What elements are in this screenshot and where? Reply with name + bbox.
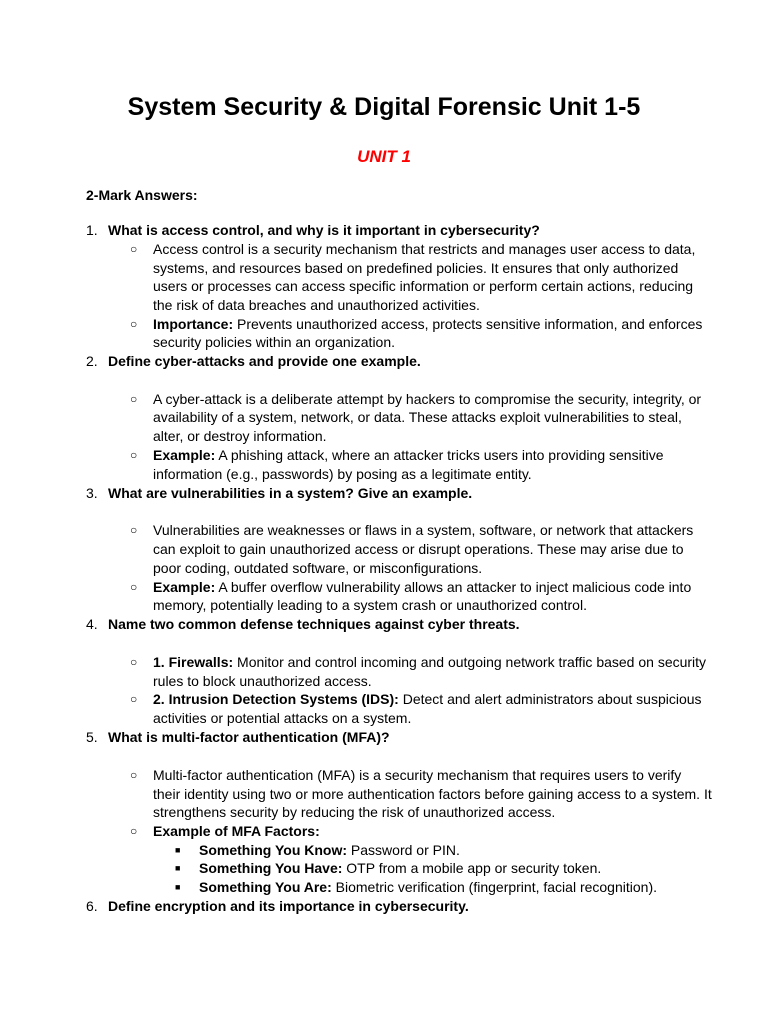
answer-line: users or processes can access specific information or perform certain actions, reducing bbox=[153, 278, 694, 294]
question-text: Define cyber-attacks and provide one example. bbox=[108, 353, 421, 369]
answer-line: security policies within an organization. bbox=[153, 334, 396, 350]
answer-line: Multi-factor authentication (MFA) is a security mechanism that requires users to verify bbox=[153, 767, 682, 783]
answer-line bbox=[153, 653, 706, 672]
bullet-icon: ○ bbox=[130, 242, 138, 256]
answer-line: systems, and resources based on predefined policies. It ensures that only authorized bbox=[153, 260, 679, 276]
sub-answer-label: Something You Are: bbox=[199, 879, 332, 895]
answer-line bbox=[153, 315, 702, 334]
answer-line bbox=[153, 446, 663, 465]
answer-label: Example: bbox=[153, 447, 216, 463]
question-number: 2. bbox=[86, 353, 98, 369]
bullet-icon: ○ bbox=[130, 317, 138, 331]
question-text: What are vulnerabilities in a system? Give an example. bbox=[108, 485, 473, 501]
answer-label: 1. Firewalls: bbox=[153, 654, 234, 670]
answer-line: memory, potentially leading to a system crash or unauthorized control. bbox=[153, 597, 587, 613]
question-number: 3. bbox=[86, 485, 98, 501]
question-text: Define encryption and its importance in cybersecurity. bbox=[108, 898, 469, 914]
question-text: What is multi-factor authentication (MFA)? bbox=[108, 729, 390, 745]
question-text: What is access control, and why is it important in cybersecurity? bbox=[108, 222, 540, 238]
answer-text: A phishing attack, where an attacker tricks users into providing sensitive bbox=[215, 447, 664, 463]
sub-answer-text: Password or PIN. bbox=[347, 842, 460, 858]
answer-line: their identity using two or more authentication factors before gaining access to a system. It bbox=[153, 786, 712, 802]
sub-answer-line bbox=[199, 841, 460, 860]
answer-label: Importance: bbox=[153, 316, 234, 332]
answer-line: the risk of data breaches and unauthorized activities. bbox=[153, 297, 480, 313]
question-number: 6. bbox=[86, 898, 98, 914]
answer-line: Access control is a security mechanism that restricts and manages user access to data, bbox=[153, 241, 696, 257]
bullet-icon: ○ bbox=[130, 448, 138, 462]
answer-line: poor coding, outdated software, or misconfigurations. bbox=[153, 560, 483, 576]
question-number: 4. bbox=[86, 616, 98, 632]
bullet-icon: ○ bbox=[130, 655, 138, 669]
square-bullet-icon: ■ bbox=[175, 845, 181, 855]
square-bullet-icon: ■ bbox=[175, 863, 181, 873]
answer-text: A buffer overflow vulnerability allows an attacker to inject malicious code into bbox=[215, 579, 692, 595]
answer-line: availability of a system, network, or data. These attacks exploit vulnerabilities to steal, bbox=[153, 409, 682, 425]
answer-line bbox=[153, 690, 702, 709]
answer-line: alter, or destroy information. bbox=[153, 428, 327, 444]
sub-answer-text: OTP from a mobile app or security token. bbox=[342, 860, 602, 876]
answer-label: 2. Intrusion Detection Systems (IDS): bbox=[153, 691, 399, 707]
answer-line: rules to block unauthorized access. bbox=[153, 673, 372, 689]
answer-label: Example of MFA Factors: bbox=[153, 823, 320, 839]
answer-text: Prevents unauthorized access, protects sensitive information, and enforces bbox=[233, 316, 703, 332]
sub-answer-text: Biometric verification (fingerprint, facial recognition). bbox=[331, 879, 657, 895]
bullet-icon: ○ bbox=[130, 824, 138, 838]
bullet-icon: ○ bbox=[130, 580, 138, 594]
bullet-icon: ○ bbox=[130, 523, 138, 537]
answer-text: Monitor and control incoming and outgoing network traffic based on security bbox=[233, 654, 707, 670]
answer-label: Example: bbox=[153, 579, 216, 595]
sub-answer-label: Something You Have: bbox=[199, 860, 343, 876]
bullet-icon: ○ bbox=[130, 692, 138, 706]
unit-heading: UNIT 1 bbox=[357, 147, 411, 166]
bullet-icon: ○ bbox=[130, 768, 138, 782]
answer-line: strengthens security by reducing the risk of unauthorized access. bbox=[153, 804, 556, 820]
answer-line: information (e.g., passwords) by posing as a legitimate entity. bbox=[153, 466, 532, 482]
question-number: 5. bbox=[86, 729, 98, 745]
answer-line: can exploit to gain unauthorized access or disrupt operations. These may arise due to bbox=[153, 541, 684, 557]
sub-answer-line bbox=[199, 878, 657, 897]
answer-line: activities or potential attacks on a system. bbox=[153, 710, 412, 726]
question-number: 1. bbox=[86, 222, 98, 238]
answer-text: Detect and alert administrators about suspicious bbox=[398, 691, 702, 707]
answer-line bbox=[153, 578, 691, 597]
answer-line: A cyber-attack is a deliberate attempt by hackers to compromise the security, integrity, or bbox=[153, 391, 702, 407]
square-bullet-icon: ■ bbox=[175, 882, 181, 892]
document-title: System Security & Digital Forensic Unit 1-5 bbox=[127, 93, 641, 121]
sub-answer-label: Something You Know: bbox=[199, 842, 348, 858]
question-text: Name two common defense techniques against cyber threats. bbox=[108, 616, 520, 632]
answer-line: Vulnerabilities are weaknesses or flaws in a system, software, or network that attackers bbox=[153, 522, 694, 538]
bullet-icon: ○ bbox=[130, 392, 138, 406]
sub-answer-line bbox=[199, 859, 601, 878]
section-subheading: 2-Mark Answers: bbox=[86, 187, 198, 203]
